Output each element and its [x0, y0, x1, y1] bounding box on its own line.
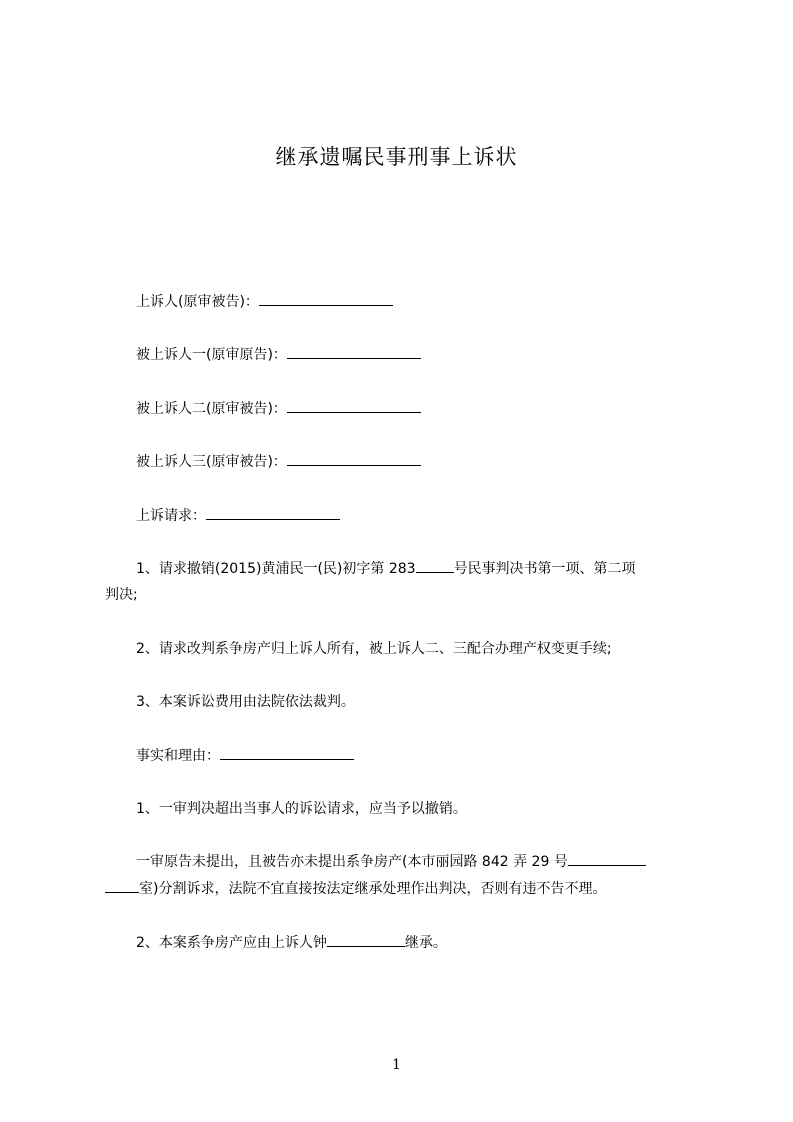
requests-blank	[206, 506, 340, 520]
appellee1-line	[136, 345, 421, 365]
appellee3-label: 被上诉人三(原审被告)：	[136, 454, 287, 470]
address-room-blank-b	[105, 879, 139, 893]
request-item-2-text: 2、请求改判系争房产归上诉人所有，被上诉人二、三配合办理产权变更手续;	[136, 641, 612, 657]
appellee2-blank	[287, 399, 421, 413]
request-item-2	[136, 639, 612, 659]
document-title: 继承遗嘱民事刑事上诉状	[275, 145, 518, 169]
appellee2-label: 被上诉人二(原审被告)：	[136, 401, 287, 417]
fact-point-2-text-a: 2、本案系争房产应由上诉人钟	[136, 935, 327, 951]
fact-point-1	[136, 799, 467, 819]
appellee3-blank	[287, 452, 421, 466]
page-number: 1	[392, 1057, 401, 1073]
appellee1-label: 被上诉人一(原审原告)：	[136, 347, 287, 363]
fact-point-2-text-b: 继承。	[404, 935, 447, 951]
facts-blank	[220, 746, 354, 760]
request-item-1-text-a: 1、请求撤销(2015)黄浦民一(民)初字第 283	[136, 561, 416, 577]
request-item-1-text-b: 号民事判决书第一项、第二项	[453, 561, 636, 577]
appellee2-line	[136, 399, 421, 419]
facts-heading: 事实和理由：	[136, 748, 220, 764]
request-item-3-text: 3、本案诉讼费用由法院依法裁判。	[136, 694, 355, 710]
appellee3-line	[136, 452, 421, 472]
request-item-1-text-c: 判决;	[105, 587, 138, 603]
heir-name-blank	[327, 933, 405, 947]
request-item-1-continuation	[105, 585, 138, 605]
fact-point-2	[136, 933, 447, 953]
request-item-3	[136, 692, 355, 712]
address-room-blank-a	[568, 852, 646, 866]
fact-point-1-text: 1、一审判决超出当事人的诉讼请求，应当予以撤销。	[136, 801, 467, 817]
requests-heading: 上诉请求：	[136, 508, 206, 524]
appellant-label: 上诉人(原审被告)：	[136, 294, 259, 310]
fact-point-1-detail-continuation	[105, 879, 606, 899]
appellant-line	[136, 292, 393, 312]
appellant-blank	[259, 292, 393, 306]
requests-heading-line	[136, 506, 340, 526]
fact-point-1-detail-text-a: 一审原告未提出，且被告亦未提出系争房产(本市丽园路 842 弄 29 号	[136, 854, 568, 870]
appellee1-blank	[287, 345, 421, 359]
request-item-1	[136, 559, 636, 579]
fact-point-1-detail	[136, 852, 646, 872]
facts-heading-line	[136, 746, 354, 766]
fact-point-1-detail-text-b: 室)分割诉求，法院不宜直接按法定继承处理作出判决，否则有违不告不理。	[139, 881, 607, 897]
case-number-blank	[416, 559, 454, 573]
